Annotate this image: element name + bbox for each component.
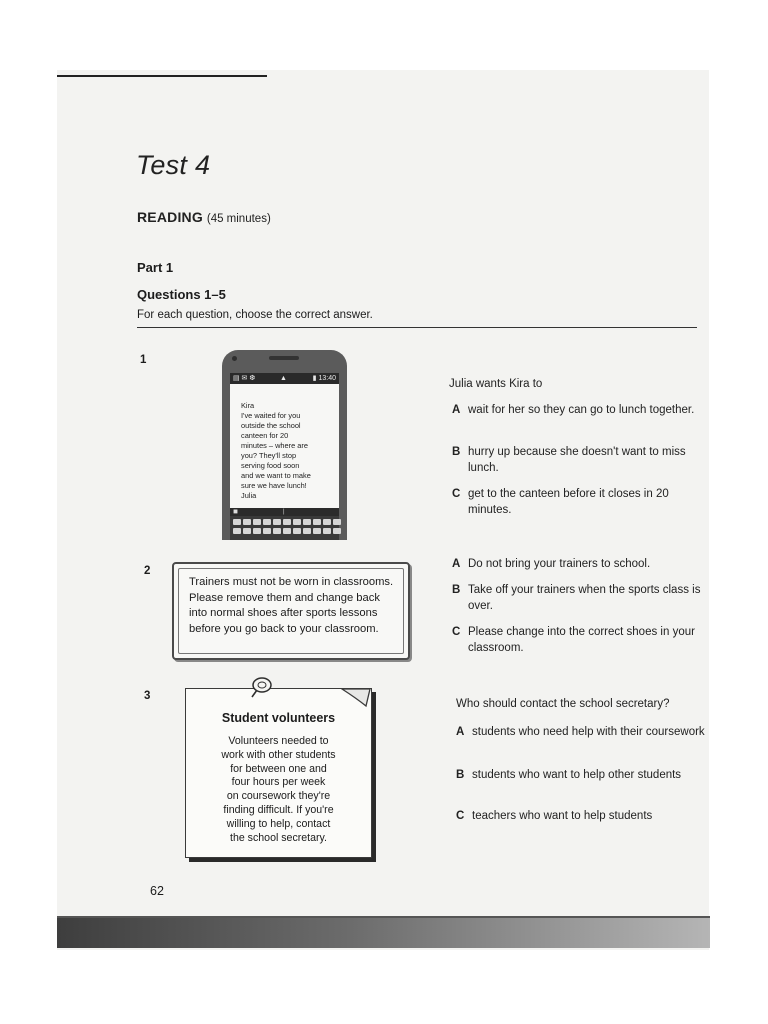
test-title: Test 4 [136,150,211,180]
option-letter: A [456,726,465,738]
text-message: Kira I've waited for you outside the school canteen for 20 minutes – where are you? They'll stop serving food soon and we want to make sure we have lunch! Julia [241,401,311,500]
option-c[interactable] [452,486,703,518]
option-b[interactable] [452,582,703,614]
option-a[interactable] [452,402,703,418]
question-text: Who should contact the school secretary? [456,698,670,710]
signal-icon: ▲ [280,375,287,382]
question-number: 2 [144,565,151,577]
section-duration: (45 minutes) [206,213,271,225]
phone-input-bar [230,508,339,516]
phone-status-bar [230,373,339,384]
option-a[interactable] [456,724,707,740]
option-text: hurry up because she doesn't want to miss lunch. [468,446,686,474]
question-number: 3 [144,690,151,702]
option-letter: B [452,446,461,458]
option-letter: C [456,810,465,822]
notice-paper [185,688,372,858]
notice-body: Volunteers needed to work with other students for between one and four hours per week on coursework they're finding difficult. If you're willing to help, contact the school secretary. [221,735,336,844]
pin-icon [248,676,274,698]
section-label: READING [137,209,203,225]
option-text: Take off your trainers when the sports class is over. [468,584,701,612]
question-number: 1 [140,354,147,366]
option-letter: C [452,626,461,638]
notice-text: Trainers must not be worn in classrooms. Please remove them and change back into normal shoes after sports lessons before you go back to your classroom. [189,576,394,635]
option-letter: B [452,584,461,596]
instructions: For each question, choose the correct answer. [137,309,373,321]
option-text: students who need help with their coursework [472,726,705,738]
status-time: ▮ 13:40 [312,375,336,382]
phone-screen [230,384,339,508]
option-letter: C [452,488,461,500]
section-heading [137,209,271,225]
top-rule [57,75,267,77]
option-text: get to the canteen before it closes in 20 minutes. [468,488,669,516]
option-b[interactable] [456,767,707,783]
option-c[interactable] [452,624,703,656]
option-text: teachers who want to help students [472,810,653,822]
option-text: Do not bring your trainers to school. [468,558,651,570]
option-letter: A [452,404,461,416]
section-divider [137,327,697,328]
option-letter: A [452,558,461,570]
status-icons: ▤ ✉ ❆ [233,375,256,382]
option-text: Please change into the correct shoes in your classroom. [468,626,695,654]
questions-range: Questions 1–5 [137,287,226,302]
notice-title: Student volunteers [221,711,336,725]
home-icon: ◼ [233,509,238,515]
notice-sign [172,562,410,660]
phone-illustration [222,350,347,540]
bottom-gradient-band [57,918,710,948]
option-letter: B [456,769,465,781]
option-c[interactable] [456,808,707,824]
paper-curl-icon [340,688,372,708]
camera-icon [232,356,237,361]
cursor-icon: | [283,509,285,515]
phone-keyboard [230,516,339,540]
part-label: Part 1 [137,260,174,275]
option-text: wait for her so they can go to lunch together. [468,404,695,416]
question-text: Julia wants Kira to [449,378,543,390]
option-text: students who want to help other students [472,769,682,781]
page-number: 62 [150,884,164,898]
option-b[interactable] [452,444,703,476]
speaker-icon [269,356,299,360]
option-a[interactable] [452,556,703,572]
